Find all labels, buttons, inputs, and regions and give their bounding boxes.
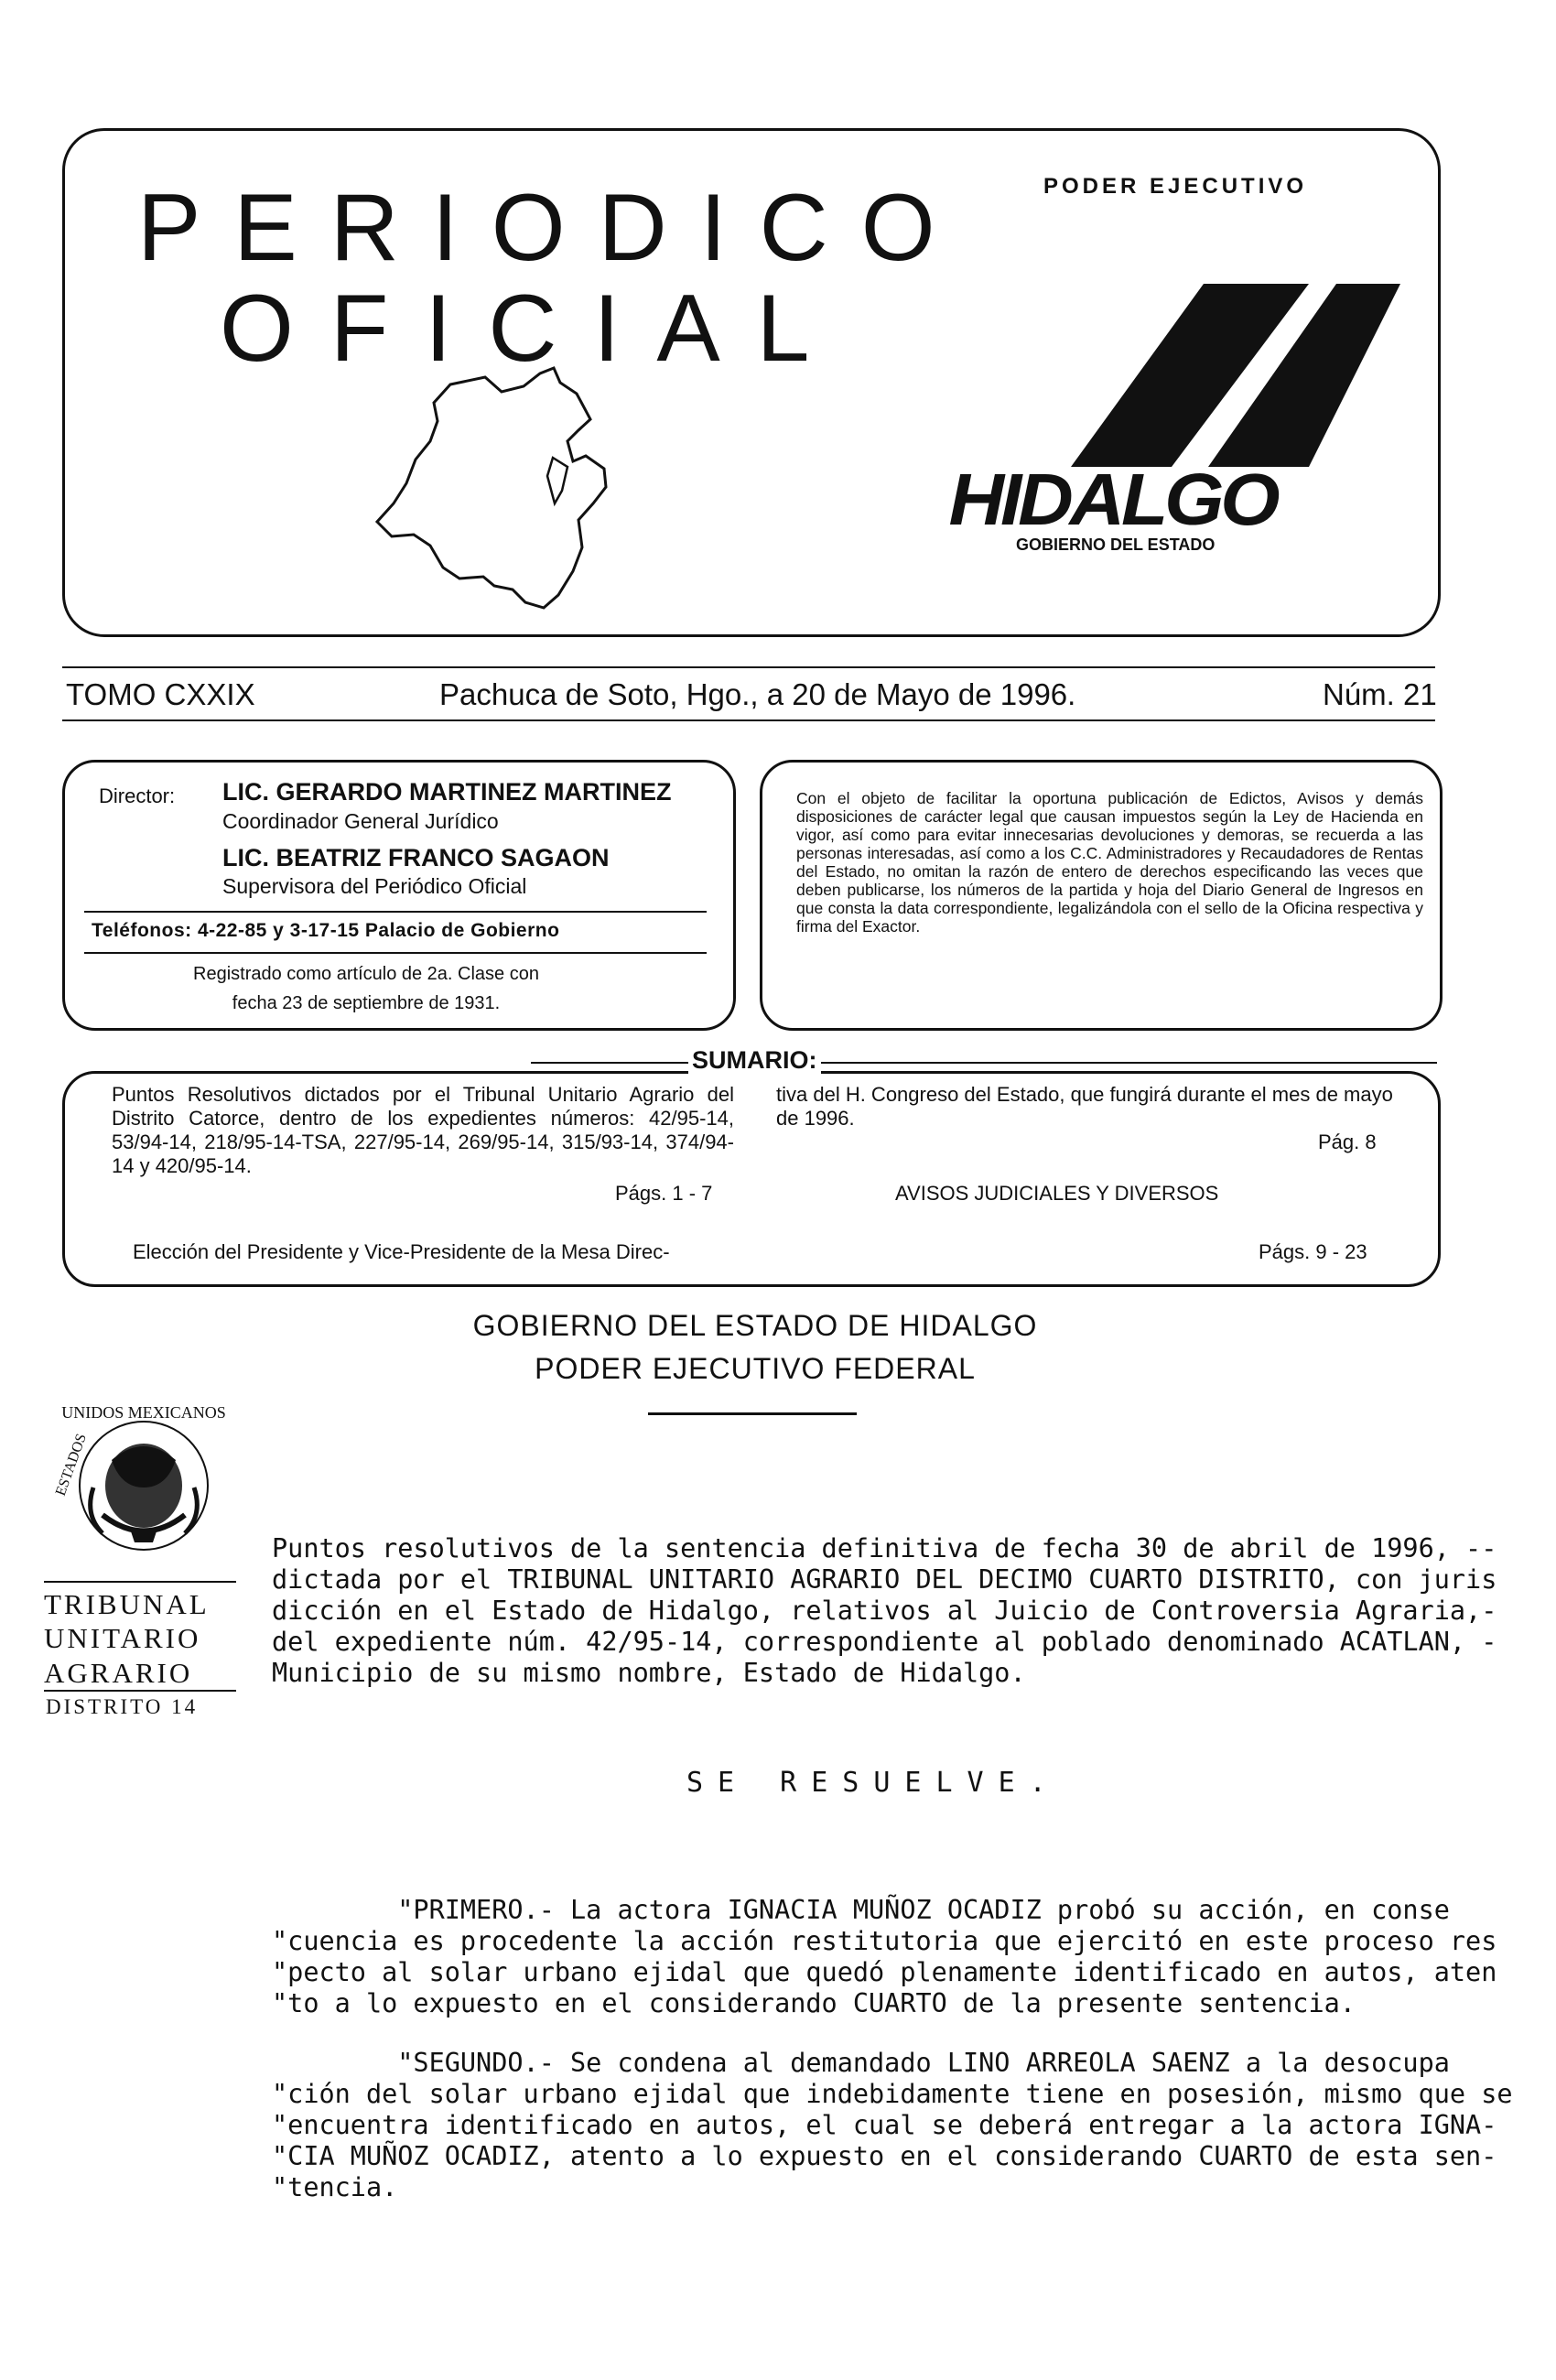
issue-bottom-rule [62, 719, 1435, 721]
sumario-item-eleccion: Elección del Presidente y Vice-Presidente de la Mesa Direc- [133, 1240, 670, 1263]
directory-rule-bottom [84, 952, 707, 954]
sumario-item-avisos: AVISOS JUDICIALES Y DIVERSOS [895, 1182, 1219, 1205]
tribunal-rule-bottom [44, 1690, 236, 1692]
hidalgo-map-icon [366, 366, 632, 613]
agrario-label: AGRARIO [44, 1657, 193, 1689]
distrito-label: DISTRITO 14 [46, 1695, 199, 1718]
supervisor-name: LIC. BEATRIZ FRANCO SAGAON [222, 844, 610, 871]
oficial-title: OFICIAL [220, 276, 847, 382]
directory-rule-top [84, 911, 707, 913]
gobierno-estado-heading: GOBIERNO DEL ESTADO DE HIDALGO [472, 1309, 1038, 1342]
poder-ejecutivo-federal-heading: PODER EJECUTIVO FEDERAL [535, 1352, 976, 1385]
tribunal-rule-top [44, 1581, 236, 1583]
sumario-item-avisos-pages: Págs. 9 - 23 [1259, 1240, 1367, 1263]
primero-paragraph: "PRIMERO.- La actora IGNACIA MUÑOZ OCADIZ probó su acción, en conse "cuencia es procedente la acción restitutoria que ejercitó en este proceso res "pecto al solar urbano ejidal que quedó plenamente identificado en autos, aten "to a lo expuesto en el considerando CUARTO de la presente sentencia. [272, 1895, 1497, 2018]
se-resuelve-heading: SE RESUELVE. [686, 1767, 1061, 1799]
registration-line-1: Registrado como artículo de 2a. Clase con [193, 964, 539, 984]
registration-line-2: fecha 23 de septiembre de 1931. [232, 993, 501, 1013]
sumario-label: SUMARIO: [688, 1046, 821, 1075]
svg-text:ESTADOS: ESTADOS [52, 1432, 90, 1498]
hidalgo-wordmark: HIDALGO [948, 459, 1277, 540]
hidalgo-stripes-logo [1016, 247, 1400, 467]
periodico-title: PERIODICO [137, 175, 968, 281]
svg-text:UNIDOS MEXICANOS: UNIDOS MEXICANOS [61, 1403, 226, 1422]
sumario-item-eleccion-pages: Pág. 8 [1318, 1130, 1377, 1153]
poder-ejecutivo-label: PODER EJECUTIVO [1043, 174, 1308, 199]
intro-paragraph: Puntos resolutivos de la sentencia definitiva de fecha 30 de abril de 1996, -- dictada por el TRIBUNAL UNITARIO AGRARIO DEL DECIMO CUARTO DISTRITO, con juris dicción en el Estado de Hidalgo, relativos al Juicio de Controversia Agraria,- del expediente núm. 42/95-14, correspondiente al poblado denominado ACATLAN, - Municipio de su mismo nombre, Estado de Hidalgo. [272, 1533, 1497, 1688]
sumario-rule [531, 1062, 1437, 1064]
supervisor-role: Supervisora del Periódico Oficial [222, 874, 527, 898]
tribunal-label: TRIBUNAL [44, 1588, 210, 1620]
issue-number: Núm. 21 [1323, 677, 1437, 711]
segundo-paragraph: "SEGUNDO.- Se condena al demandado LINO ARREOLA SAENZ a la desocupa "ción del solar urbano ejidal que indebidamente tiene en posesión, mismo que se "encuentra identificado en autos, el cual se deberá entregar a la actora IGNA- "CIA MUÑOZ OCADIZ, atento a lo expuesto en el considerando CUARTO de esta sen- "tencia. [272, 2048, 1513, 2202]
director-name: LIC. GERARDO MARTINEZ MARTINEZ [222, 778, 672, 806]
director-role: Coordinador General Jurídico [222, 809, 499, 833]
tomo-label: TOMO CXXIX [66, 677, 255, 711]
heading-underline [648, 1412, 857, 1415]
telefonos-line: Teléfonos: 4-22-85 y 3-17-15 Palacio de Gobierno [92, 920, 560, 941]
notice-text: Con el objeto de facilitar la oportuna publicación de Edictos, Avisos y demás disposiciones de carácter legal que causan impuestos según la Ley de Hacienda en vigor, así como para evitar innecesarias devoluciones y demoras, se recuerda a las personas interesadas, así como a los C.C. Administradores y Recaudadores de Rentas del Estado, no omitan la razón de entero de derechos especificando las veces que deben publicarse, los números de la partida y hoja del Diario General de Ingresos en que consta la data correspondiente, legalizándola con el sello de la Oficina respectiva y firma del Exactor. [796, 789, 1423, 936]
issue-top-rule [62, 666, 1435, 668]
sumario-item-resolutivos: Puntos Resolutivos dictados por el Tribunal Unitario Agrario del Distrito Catorce, dentro de los expedientes números: 42/95-14, 53/94-14, 218/95-14-TSA, 227/95-14, 269/95-14, 315/93-14, 374/94-14 y 420/95-14. [112, 1083, 734, 1177]
sumario-item-eleccion-cont: tiva del H. Congreso del Estado, que fungirá durante el mes de mayo de 1996. [776, 1083, 1393, 1130]
unitario-label: UNITARIO [44, 1622, 201, 1654]
sumario-item-resolutivos-pages: Págs. 1 - 7 [615, 1182, 713, 1205]
gobierno-del-estado-label: GOBIERNO DEL ESTADO [1016, 536, 1216, 554]
place-date: Pachuca de Soto, Hgo., a 20 de Mayo de 1996. [439, 677, 1076, 711]
director-label: Director: [99, 784, 176, 807]
mexican-coat-of-arms-seal [38, 1378, 249, 1588]
